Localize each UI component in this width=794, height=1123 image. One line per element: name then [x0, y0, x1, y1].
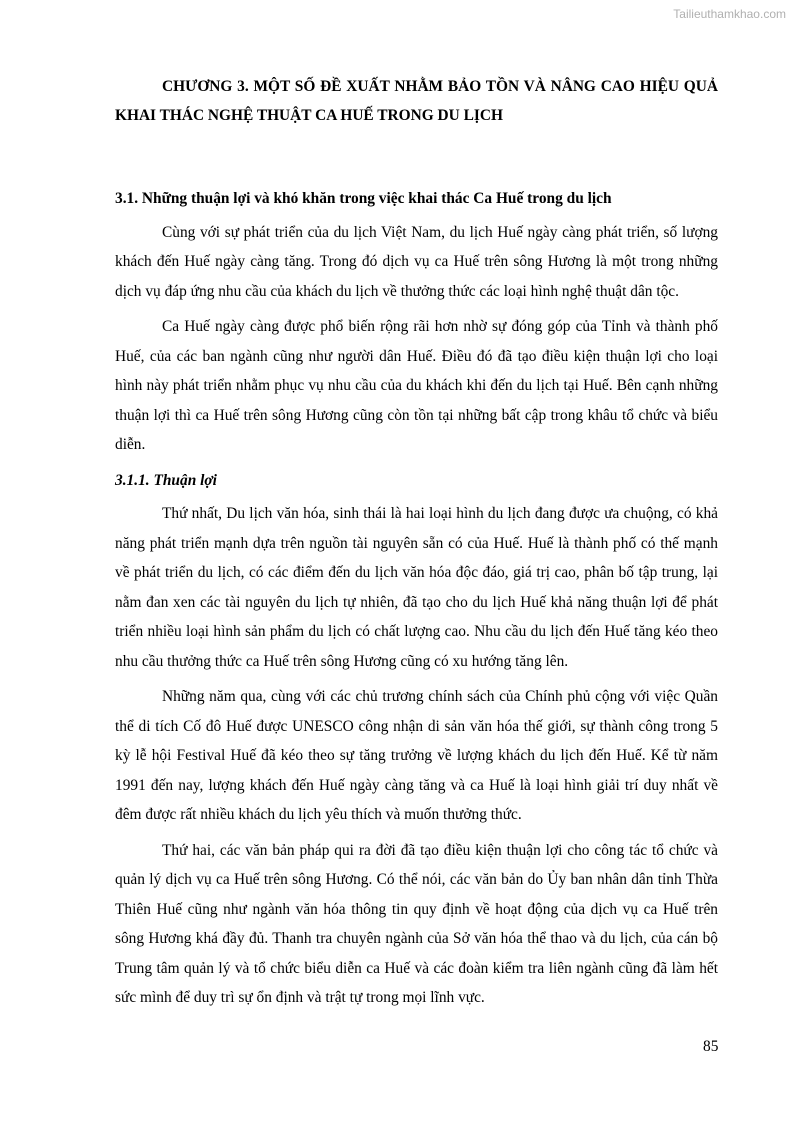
subsection-paragraph-3: Thứ hai, các văn bản pháp qui ra đời đã tạo điều kiện thuận lợi cho công tác tổ chức và quản lý dịch vụ ca Huế trên sông Hương. Có thể nói, các văn bản do Ủy ban nhân dân tỉnh Thừa Thiên Huế cũng như ngành văn hóa thông tin quy định về hoạt động của dịch vụ ca Huế trên sông Hương khá đầy đủ. Thanh tra chuyên ngành của Sở văn hóa thể thao và du lịch, của cán bộ Trung tâm quản lý và tổ chức biểu diễn ca Huế và các đoàn kiểm tra liên ngành cũng đã làm hết sức mình để duy trì sự ổn định và trật tự trong mọi lĩnh vực. [115, 841, 718, 1006]
page-number: 85 [703, 1038, 719, 1055]
subsection-paragraph-1: Thứ nhất, Du lịch văn hóa, sinh thái là hai loại hình du lịch đang được ưa chuộng, có khả năng phát triển mạnh dựa trên nguồn tài nguyên sẵn có của Huế. Huế là thành phố có thế mạnh về phát triển du lịch, có các điểm đến du lịch văn hóa độc đáo, giá trị cao, phân bố tập trung, lại nằm đan xen các tài nguyên du lịch tự nhiên, đã tạo cho du lịch Huế khả năng thuận lợi để phát triển nhiều loại hình sản phẩm du lịch có chất lượng cao. Nhu cầu du lịch đến Huế tăng kéo theo nhu cầu thưởng thức ca Huế trên sông Hương cũng có xu hướng tăng lên. [115, 505, 718, 670]
watermark: Tailieuthamkhao.com [673, 7, 786, 21]
section-paragraph-1: Cùng với sự phát triển của du lịch Việt Nam, du lịch Huế ngày càng phát triển, số lượng khách đến Huế ngày càng tăng. Trong đó dịch vụ ca Huế trên sông Hương là một trong những dịch vụ đáp ứng nhu cầu của khách du lịch về thưởng thức các loại hình nghệ thuật dân tộc. [115, 223, 718, 300]
document-page [115, 72, 718, 1019]
chapter-title: CHƯƠNG 3. MỘT SỐ ĐỀ XUẤT NHẰM BẢO TỒN VÀ NÂNG CAO HIỆU QUẢ KHAI THÁC NGHỆ THUẬT CA HUẾ TRONG DU LỊCH [115, 78, 718, 124]
subsection-heading: 3.1.1. Thuận lợi [115, 471, 217, 489]
section-paragraph-2: Ca Huế ngày càng được phổ biến rộng rãi hơn nhờ sự đóng góp của Tỉnh và thành phố Huế, của các ban ngành cũng như người dân Huế. Điều đó đã tạo điều kiện thuận lợi cho loại hình này phát triển nhằm phục vụ nhu cầu của du khách khi đến du lịch tại Huế. Bên cạnh những thuận lợi thì ca Huế trên sông Hương cũng còn tồn tại những bất cập trong khâu tổ chức và biểu diễn. [115, 318, 718, 453]
section-heading: 3.1. Những thuận lợi và khó khăn trong việc khai thác Ca Huế trong du lịch [115, 190, 612, 207]
subsection-paragraph-2: Những năm qua, cùng với các chủ trương chính sách của Chính phủ cộng với việc Quần thể di tích Cố đô Huế được UNESCO công nhận di sản văn hóa thế giới, sự thành công trong 5 kỳ lễ hội Festival Huế đã kéo theo sự tăng trưởng về lượng khách du lịch đến Huế. Kể từ năm 1991 đến nay, lượng khách đến Huế ngày càng tăng và ca Huế là loại hình giải trí duy nhất về đêm được rất nhiều khách du lịch yêu thích và muốn thưởng thức. [115, 688, 718, 823]
